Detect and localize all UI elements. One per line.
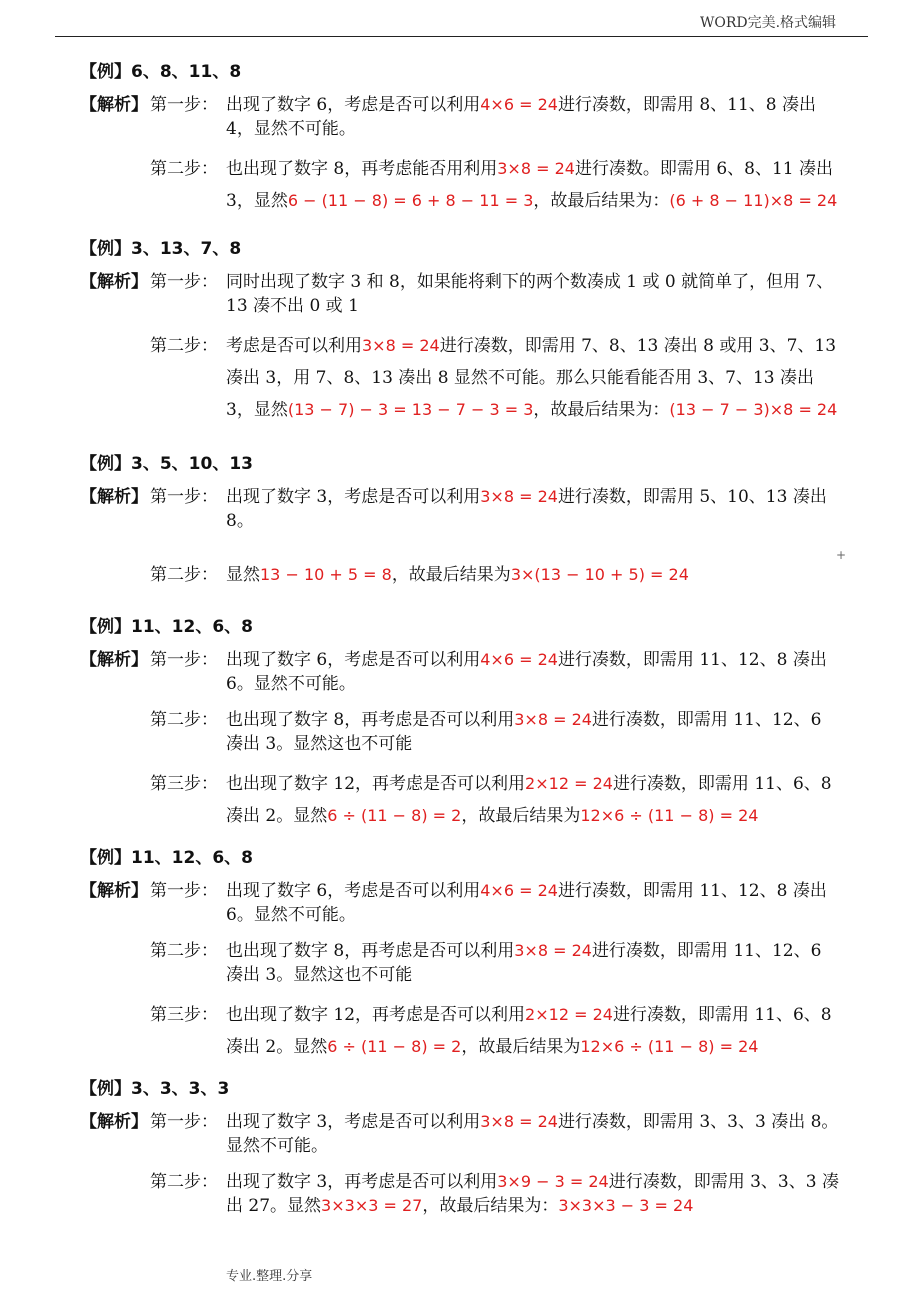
example-block [80, 60, 840, 217]
step-label: 第一步： [150, 650, 218, 670]
analysis-label: 【解析】 [80, 881, 148, 901]
step-label: 第一步： [150, 881, 218, 901]
formula: 12×6 ÷ (11 − 8) = 24 [580, 806, 759, 825]
step-text: 进行凑数，即需用 11、6、8 凑出 2。显然 [226, 1005, 832, 1057]
formula: 3×(13 − 10 + 5) = 24 [510, 565, 689, 584]
step-label: 第一步： [150, 95, 218, 115]
step-text: 进行凑数，即需用 11、12、6 凑出 3。显然这也不可能 [226, 941, 822, 985]
step-text: 出现了数字 6，考虑是否可以利用 [226, 650, 481, 670]
analysis-step [80, 563, 840, 587]
step-label: 第二步： [150, 941, 218, 961]
step-text: ，故最后结果为： [533, 400, 670, 420]
analysis-label: 【解析】 [80, 1112, 148, 1132]
step-text: 进行凑数，即需用 11、12、8 凑出 6。显然不可能。 [226, 881, 827, 925]
formula: 2×12 = 24 [525, 1005, 613, 1024]
formula: 3×8 = 24 [514, 941, 592, 960]
example-block [80, 846, 840, 1063]
formula: 3×3×3 = 27 [321, 1196, 423, 1215]
step-text: 出现了数字 3，考虑是否可以利用 [226, 1112, 481, 1132]
formula: 3×8 = 24 [480, 487, 558, 506]
step-text: 同时出现了数字 3 和 8，如果能将剩下的两个数凑成 1 或 0 就简单了，但用 7、13 凑不出 0 或 1 [226, 272, 834, 316]
analysis-step [80, 708, 840, 756]
step-text: 也出现了数字 12，再考虑是否可以利用 [226, 774, 526, 794]
formula: 3×8 = 24 [480, 1112, 558, 1131]
step-label: 第二步： [150, 336, 218, 356]
analysis-label: 【解析】 [80, 272, 148, 292]
header-title: WORD完美.格式编辑 [699, 15, 837, 31]
step-text: 进行凑数，即需用 8、11、8 凑出 4，显然不可能。 [226, 95, 817, 139]
step-text: 进行凑数。即需用 6、8、11 凑出 3，显然 [226, 159, 834, 211]
analysis-label: 【解析】 [80, 95, 148, 115]
step-text: 进行凑数，即需用 11、12、8 凑出 6。显然不可能。 [226, 650, 827, 694]
step-text: 显然 [226, 565, 260, 585]
step-label: 第三步： [150, 1005, 218, 1025]
step-label: 第二步： [150, 710, 218, 730]
analysis [80, 93, 840, 217]
analysis-label: 【解析】 [80, 487, 148, 507]
analysis-step [80, 939, 840, 987]
step-label: 第二步： [150, 159, 218, 179]
formula: 6 − (11 − 8) = 6 + 8 − 11 = 3 [287, 191, 534, 210]
step-text: 也出现了数字 8，再考虑是否可以利用 [226, 710, 515, 730]
analysis-step [80, 153, 840, 217]
step-text: 进行凑数，即需用 11、12、6 凑出 3。显然这也不可能 [226, 710, 822, 754]
example-title: 【例】3、3、3、3 [80, 1079, 230, 1099]
step-text: ，故最后结果为 [461, 1037, 581, 1057]
step-text: 进行凑数，即需用 7、8、13 凑出 8 或用 3、7、13 凑出 3，用 7、8、13 凑出 8 显然不可能。那么只能看能否用 3、7、13 凑出 3，显然 [226, 336, 837, 420]
step-text: ，故最后结果为 [461, 806, 581, 826]
analysis-label: 【解析】 [80, 650, 148, 670]
analysis-step [80, 485, 840, 533]
step-text: 进行凑数，即需用 11、6、8 凑出 2。显然 [226, 774, 832, 826]
example-title: 【例】11、12、6、8 [80, 848, 253, 868]
analysis [80, 485, 840, 587]
step-text: 考虑是否可以利用 [226, 336, 362, 356]
example-title: 【例】6、8、11、8 [80, 62, 242, 82]
formula: 3×8 = 24 [514, 710, 592, 729]
document-body [80, 60, 840, 1218]
analysis-step [80, 648, 840, 696]
formula: 12×6 ÷ (11 − 8) = 24 [580, 1037, 759, 1056]
example-title: 【例】3、13、7、8 [80, 239, 242, 259]
analysis-step [80, 1170, 840, 1218]
formula: (13 − 7 − 3)×8 = 24 [669, 400, 838, 419]
step-label: 第一步： [150, 1112, 218, 1132]
analysis-step [80, 999, 840, 1063]
step-label: 第二步： [150, 1172, 218, 1192]
step-text: 也出现了数字 8，再考虑能否用利用 [226, 159, 498, 179]
formula: 3×3×3 − 3 = 24 [558, 1196, 694, 1215]
step-label: 第二步： [150, 565, 218, 585]
analysis [80, 648, 840, 832]
step-label: 第一步： [150, 272, 218, 292]
step-text: 进行凑数，即需用 3、3、3 凑出 8。显然不可能。 [226, 1112, 839, 1156]
page-footer: 专业.整理.分享 [226, 1269, 313, 1284]
example-block [80, 237, 840, 426]
analysis [80, 1110, 840, 1218]
step-text: ，故最后结果为： [533, 191, 670, 211]
page-header [0, 12, 838, 32]
step-text: ，故最后结果为 [391, 565, 511, 585]
step-text: 出现了数字 6，考虑是否可以利用 [226, 95, 481, 115]
formula: 4×6 = 24 [480, 95, 558, 114]
analysis-step [80, 879, 840, 927]
formula: (6 + 8 − 11)×8 = 24 [669, 191, 838, 210]
example-block [80, 1077, 840, 1218]
example-title: 【例】3、5、10、13 [80, 454, 253, 474]
analysis-step [80, 93, 840, 141]
step-text: 出现了数字 6，考虑是否可以利用 [226, 881, 481, 901]
step-text: 进行凑数，即需用 5、10、13 凑出 8。 [226, 487, 827, 531]
analysis-step [80, 768, 840, 832]
formula: 6 ÷ (11 − 8) = 2 [327, 806, 462, 825]
formula: 4×6 = 24 [480, 881, 558, 900]
step-text: 出现了数字 3，考虑是否可以利用 [226, 487, 481, 507]
step-label: 第一步： [150, 487, 218, 507]
step-text: 出现了数字 3，再考虑是否可以利用 [226, 1172, 498, 1192]
formula: 13 − 10 + 5 = 8 [260, 565, 392, 584]
step-label: 第三步： [150, 774, 218, 794]
formula: (13 − 7) − 3 = 13 − 7 − 3 = 3 [287, 400, 534, 419]
example-block [80, 615, 840, 832]
analysis-step [80, 330, 840, 426]
step-text: 也出现了数字 12，再考虑是否可以利用 [226, 1005, 526, 1025]
formula: 6 ÷ (11 − 8) = 2 [327, 1037, 462, 1056]
step-text: ，故最后结果为： [422, 1196, 559, 1216]
analysis [80, 879, 840, 1063]
header-rule [55, 36, 868, 37]
formula: 2×12 = 24 [525, 774, 613, 793]
formula: 3×9 − 3 = 24 [497, 1172, 609, 1191]
example-title: 【例】11、12、6、8 [80, 617, 253, 637]
step-text: 进行凑数，即需用 3、3、3 凑出 27。显然 [226, 1172, 839, 1216]
cursor-mark: + [836, 548, 847, 562]
formula: 3×8 = 24 [497, 159, 575, 178]
analysis-step [80, 270, 840, 318]
example-block [80, 452, 840, 587]
analysis [80, 270, 840, 426]
formula: 3×8 = 24 [362, 336, 440, 355]
formula: 4×6 = 24 [480, 650, 558, 669]
analysis-step [80, 1110, 840, 1158]
step-text: 也出现了数字 8，再考虑是否可以利用 [226, 941, 515, 961]
